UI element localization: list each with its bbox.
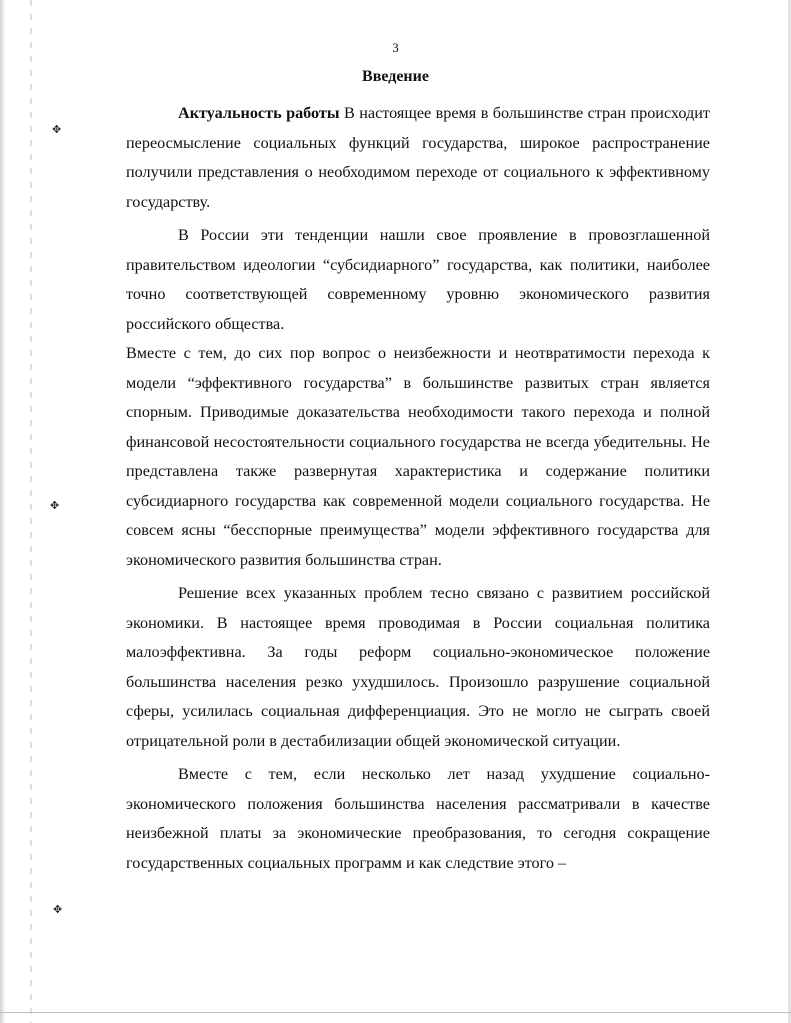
punch-hole-mark-icon: ✥	[50, 500, 60, 512]
paragraph-deterioration: Вместе с тем, если несколько лет назад ухудшение социально-экономического положения большинства населения рассматривали в качестве неизбежной платы за экономические преобразования, то сегодня сокращение государственных социальных программ и как следствие этого –	[126, 765, 710, 872]
punch-hole-mark-icon: ✥	[53, 904, 63, 916]
scan-left-edge	[0, 0, 6, 1023]
paragraph-however: Вместе с тем, до сих пор вопрос о неизбежности и неотвратимости перехода к модели “эффективного государства” в большинстве развитых стран является спорным. Приводимые доказательства необходимости такого перехода и полной финансовой несостоятельности социального государства не всегда убедительны. Не представлена также развернутая характеристика и содержание политики субсидиарного государства как современной модели социального государства. Не совсем ясны “бесспорные преимущества” модели эффективного государства для экономического развития большинства стран.	[126, 344, 710, 569]
paragraph-text: В настоящее время в большинстве стран происходит переосмысление социальных функций государства, широкое распространение получили представления о необходимом переходе от социального к эффективному государству.	[126, 104, 711, 211]
section-heading: Введение	[362, 68, 429, 85]
scan-binding-line	[30, 0, 32, 1023]
scan-bottom-line	[0, 1012, 791, 1013]
punch-hole-mark-icon: ✥	[52, 124, 62, 136]
paragraph-lead: Актуальность работы	[178, 104, 340, 122]
page-number: 3	[392, 40, 399, 55]
paragraph-russia: В России эти тенденции нашли свое проявление в провозглашенной правительством идеологии “субсидиарного” государства, как политики, наиболее точно соответствующей современному уровню экономического развития российского общества.	[126, 226, 710, 333]
body-text	[126, 99, 710, 878]
paragraph-solution: Решение всех указанных проблем тесно связано с развитием российской экономики. В настоящее время проводимая в России социальная политика малоэффективна. За годы реформ социально-экономическое положение большинства населения резко ухудшилось. Произошло разрушение социальной сферы, усилилась социальная дифференциация. Это не могло не сыграть своей отрицательной роли в дестабилизации общей экономической ситуации.	[126, 584, 710, 750]
paragraph-relevance	[126, 99, 710, 217]
